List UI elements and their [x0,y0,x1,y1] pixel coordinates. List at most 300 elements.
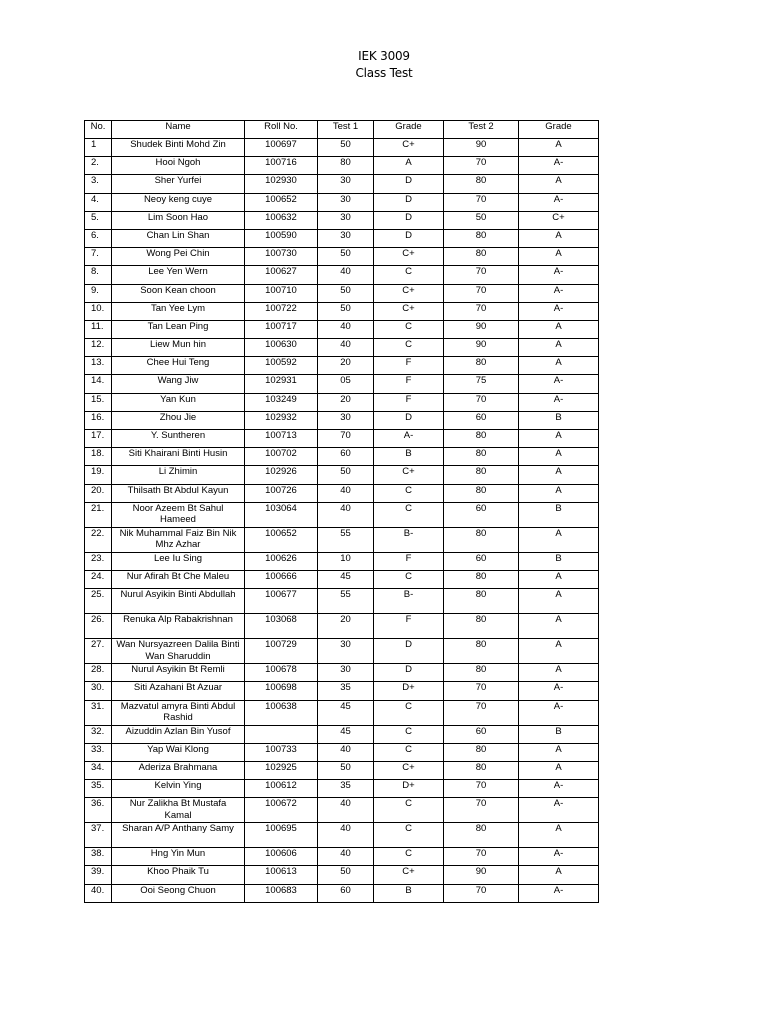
test-1-score: 60 [318,884,374,902]
row-number: 36. [85,798,112,823]
test-1-grade: C [374,700,444,725]
table-row [85,552,599,570]
student-name: Ooi Seong Chuon [112,884,245,902]
test-2-grade: A [519,229,599,247]
table-row [85,639,599,664]
test-1-grade: C+ [374,284,444,302]
test-1-grade: C+ [374,302,444,320]
test-1-score: 30 [318,664,374,682]
row-number: 32. [85,725,112,743]
table-row [85,664,599,682]
roll-number: 103249 [245,393,318,411]
table-row [85,448,599,466]
student-name: Y. Suntheren [112,430,245,448]
roll-number: 100678 [245,664,318,682]
roll-number: 100713 [245,430,318,448]
test-1-score: 30 [318,411,374,429]
test-1-grade: C+ [374,866,444,884]
test-2-grade: A [519,823,599,848]
student-name: Mazvatul amyra Binti Abdul Rashid [112,700,245,725]
row-number: 5. [85,211,112,229]
test-1-grade: F [374,552,444,570]
test-2-score: 60 [444,552,519,570]
roll-number: 100652 [245,527,318,552]
student-name: Zhou Jie [112,411,245,429]
row-number: 11. [85,320,112,338]
test-2-score: 80 [444,527,519,552]
test-2-score: 60 [444,411,519,429]
test-1-grade: D [374,411,444,429]
table-row [85,211,599,229]
test-2-grade: A [519,339,599,357]
roll-number: 103064 [245,502,318,527]
test-1-grade: D [374,193,444,211]
test-1-grade: B- [374,589,444,614]
roll-number: 102931 [245,375,318,393]
test-2-score: 90 [444,866,519,884]
column-header-roll-no: Roll No. [245,121,318,139]
table-row [85,411,599,429]
row-number: 2. [85,157,112,175]
test-1-score: 45 [318,700,374,725]
test-2-score: 70 [444,157,519,175]
table-row [85,302,599,320]
test-1-score: 30 [318,211,374,229]
test-1-score: 50 [318,866,374,884]
test-2-score: 70 [444,284,519,302]
header-row [85,121,599,139]
student-name: Wong Pei Chin [112,248,245,266]
table-row [85,725,599,743]
test-2-grade: A [519,664,599,682]
test-1-score: 55 [318,589,374,614]
test-1-grade: C+ [374,761,444,779]
row-number: 1 [85,139,112,157]
test-1-score: 45 [318,725,374,743]
test-1-grade: C+ [374,466,444,484]
test-2-grade: A- [519,780,599,798]
test-2-grade: A [519,866,599,884]
test-2-score: 80 [444,664,519,682]
roll-number: 100722 [245,302,318,320]
table-row [85,139,599,157]
student-name: Liew Mun hin [112,339,245,357]
row-number: 23. [85,552,112,570]
test-2-score: 75 [444,375,519,393]
test-1-grade: C [374,320,444,338]
test-1-score: 70 [318,430,374,448]
row-number: 3. [85,175,112,193]
test-1-score: 20 [318,393,374,411]
test-2-score: 80 [444,430,519,448]
test-2-score: 90 [444,320,519,338]
test-2-grade: A- [519,393,599,411]
test-1-score: 50 [318,139,374,157]
row-number: 20. [85,484,112,502]
table-row [85,823,599,848]
test-1-grade: C [374,570,444,588]
test-2-score: 50 [444,211,519,229]
test-2-grade: A [519,743,599,761]
test-2-grade: B [519,725,599,743]
test-1-grade: B [374,884,444,902]
test-1-score: 40 [318,823,374,848]
row-number: 7. [85,248,112,266]
test-1-grade: C [374,484,444,502]
row-number: 33. [85,743,112,761]
roll-number: 100730 [245,248,318,266]
row-number: 24. [85,570,112,588]
test-1-grade: D+ [374,780,444,798]
test-2-grade: A- [519,682,599,700]
test-2-score: 80 [444,248,519,266]
student-name: Noor Azeem Bt Sahul Hameed [112,502,245,527]
test-2-grade: A- [519,266,599,284]
table-row [85,682,599,700]
test-2-grade: A- [519,375,599,393]
test-2-score: 70 [444,848,519,866]
test-2-score: 70 [444,266,519,284]
table-row [85,320,599,338]
table-row [85,527,599,552]
test-2-grade: A [519,570,599,588]
roll-number: 102930 [245,175,318,193]
student-name: Thilsath Bt Abdul Kayun [112,484,245,502]
row-number: 35. [85,780,112,798]
student-name: Nik Muhammal Faiz Bin Nik Mhz Azhar [112,527,245,552]
table-row [85,743,599,761]
test-1-grade: C [374,339,444,357]
row-number: 10. [85,302,112,320]
test-2-grade: B [519,502,599,527]
test-1-score: 50 [318,466,374,484]
test-2-grade: A [519,614,599,639]
student-name: Lee Iu Sing [112,552,245,570]
student-name: Aderiza Brahmana [112,761,245,779]
roll-number: 100733 [245,743,318,761]
table-row [85,700,599,725]
roll-number: 100717 [245,320,318,338]
roll-number: 100697 [245,139,318,157]
test-2-grade: B [519,411,599,429]
row-number: 17. [85,430,112,448]
test-1-score: 40 [318,339,374,357]
test-1-score: 60 [318,448,374,466]
table-row [85,284,599,302]
document-subtitle: Class Test [355,66,413,80]
roll-number: 100710 [245,284,318,302]
test-2-grade: A [519,357,599,375]
table-row [85,570,599,588]
test-1-grade: C [374,266,444,284]
row-number: 8. [85,266,112,284]
row-number: 38. [85,848,112,866]
test-1-score: 55 [318,527,374,552]
roll-number: 102925 [245,761,318,779]
test-2-grade: A- [519,302,599,320]
column-header-name: Name [112,121,245,139]
row-number: 31. [85,700,112,725]
student-name: Kelvin Ying [112,780,245,798]
row-number: 15. [85,393,112,411]
test-1-score: 50 [318,284,374,302]
test-1-score: 10 [318,552,374,570]
test-1-score: 30 [318,193,374,211]
row-number: 19. [85,466,112,484]
row-number: 16. [85,411,112,429]
test-1-score: 40 [318,743,374,761]
test-1-score: 30 [318,229,374,247]
test-1-score: 05 [318,375,374,393]
row-number: 6. [85,229,112,247]
test-2-score: 80 [444,229,519,247]
table-row [85,484,599,502]
student-name: Aizuddin Azlan Bin Yusof [112,725,245,743]
table-row [85,884,599,902]
test-2-grade: A [519,589,599,614]
test-1-score: 40 [318,502,374,527]
test-1-grade: A- [374,430,444,448]
test-1-grade: F [374,357,444,375]
row-number: 22. [85,527,112,552]
student-name: Neoy keng cuye [112,193,245,211]
student-name: Siti Khairani Binti Husin [112,448,245,466]
row-number: 39. [85,866,112,884]
student-name: Sher Yurfei [112,175,245,193]
table-row [85,866,599,884]
row-number: 14. [85,375,112,393]
test-2-grade: A- [519,848,599,866]
table-row [85,430,599,448]
row-number: 30. [85,682,112,700]
roll-number: 100590 [245,229,318,247]
roll-number: 100627 [245,266,318,284]
table-row [85,466,599,484]
test-2-score: 80 [444,823,519,848]
roll-number: 100683 [245,884,318,902]
test-2-grade: A [519,320,599,338]
roll-number: 100652 [245,193,318,211]
student-name: Yap Wai Klong [112,743,245,761]
student-name: Chan Lin Shan [112,229,245,247]
student-name: Siti Azahani Bt Azuar [112,682,245,700]
student-name: Yan Kun [112,393,245,411]
test-1-score: 40 [318,798,374,823]
table-row [85,357,599,375]
roll-number: 100716 [245,157,318,175]
test-1-score: 30 [318,175,374,193]
student-name: Renuka Alp Rabakrishnan [112,614,245,639]
test-2-score: 80 [444,357,519,375]
test-2-score: 70 [444,193,519,211]
column-header-grade-1: Grade [374,121,444,139]
grades-table-body [85,139,599,903]
test-2-grade: B [519,552,599,570]
student-name: Sharan A/P Anthany Samy [112,823,245,848]
row-number: 18. [85,448,112,466]
test-1-grade: C+ [374,139,444,157]
test-1-score: 50 [318,248,374,266]
table-row [85,193,599,211]
test-1-grade: D [374,639,444,664]
table-row [85,848,599,866]
row-number: 34. [85,761,112,779]
test-2-score: 80 [444,639,519,664]
roll-number: 100612 [245,780,318,798]
roll-number: 100698 [245,682,318,700]
test-1-grade: D+ [374,682,444,700]
roll-number: 100606 [245,848,318,866]
student-name: Wan Nursyazreen Dalila Binti Wan Sharuddin [112,639,245,664]
test-2-grade: A- [519,284,599,302]
test-1-grade: C [374,743,444,761]
student-name: Chee Hui Teng [112,357,245,375]
student-name: Wang Jiw [112,375,245,393]
column-header-test-2: Test 2 [444,121,519,139]
test-1-grade: A [374,157,444,175]
table-row [85,393,599,411]
roll-number: 100677 [245,589,318,614]
test-2-grade: A [519,484,599,502]
student-name: Nur Zalikha Bt Mustafa Kamal [112,798,245,823]
row-number: 9. [85,284,112,302]
test-2-grade: A [519,139,599,157]
test-1-score: 40 [318,484,374,502]
test-1-grade: D [374,175,444,193]
roll-number: 100695 [245,823,318,848]
student-name: Khoo Phaik Tu [112,866,245,884]
test-1-score: 30 [318,639,374,664]
roll-number: 100666 [245,570,318,588]
test-2-score: 90 [444,339,519,357]
test-1-grade: F [374,393,444,411]
test-1-grade: C [374,502,444,527]
test-1-grade: C [374,725,444,743]
test-1-score: 35 [318,682,374,700]
test-2-score: 80 [444,743,519,761]
roll-number: 100592 [245,357,318,375]
table-row [85,614,599,639]
table-row [85,375,599,393]
roll-number [245,725,318,743]
test-1-grade: F [374,614,444,639]
test-2-score: 70 [444,884,519,902]
table-row [85,175,599,193]
roll-number: 100729 [245,639,318,664]
row-number: 13. [85,357,112,375]
test-1-grade: C [374,798,444,823]
test-2-score: 70 [444,798,519,823]
student-name: Hng Yin Mun [112,848,245,866]
row-number: 27. [85,639,112,664]
roll-number: 102926 [245,466,318,484]
row-number: 40. [85,884,112,902]
column-header-test-1: Test 1 [318,121,374,139]
grades-table [84,120,599,903]
test-2-score: 60 [444,502,519,527]
test-2-score: 80 [444,175,519,193]
test-2-grade: A [519,639,599,664]
test-2-score: 80 [444,570,519,588]
test-2-score: 80 [444,448,519,466]
test-1-score: 40 [318,320,374,338]
column-header-grade-2: Grade [519,121,599,139]
test-2-score: 80 [444,466,519,484]
test-2-score: 80 [444,614,519,639]
row-number: 21. [85,502,112,527]
test-2-score: 70 [444,682,519,700]
table-row [85,798,599,823]
test-1-grade: B- [374,527,444,552]
test-1-score: 20 [318,357,374,375]
row-number: 12. [85,339,112,357]
table-row [85,266,599,284]
test-2-grade: A- [519,700,599,725]
table-row [85,157,599,175]
roll-number: 100726 [245,484,318,502]
test-1-score: 40 [318,266,374,284]
test-1-grade: C+ [374,248,444,266]
roll-number: 100632 [245,211,318,229]
table-row [85,761,599,779]
student-name: Nurul Asyikin Bt Remli [112,664,245,682]
test-2-score: 60 [444,725,519,743]
test-1-grade: D [374,229,444,247]
test-2-score: 80 [444,484,519,502]
roll-number: 100630 [245,339,318,357]
test-2-score: 80 [444,761,519,779]
test-1-score: 40 [318,848,374,866]
table-row [85,780,599,798]
table-row [85,589,599,614]
roll-number: 100613 [245,866,318,884]
test-1-grade: D [374,664,444,682]
student-name: Tan Yee Lym [112,302,245,320]
roll-number: 102932 [245,411,318,429]
student-name: Nur Afirah Bt Che Maleu [112,570,245,588]
table-row [85,248,599,266]
student-name: Tan Lean Ping [112,320,245,338]
test-1-grade: D [374,211,444,229]
test-2-grade: A [519,448,599,466]
test-2-score: 70 [444,780,519,798]
student-name: Hooi Ngoh [112,157,245,175]
student-name: Li Zhimin [112,466,245,484]
roll-number: 100672 [245,798,318,823]
test-1-grade: C [374,848,444,866]
student-name: Lee Yen Wern [112,266,245,284]
course-code: IEK 3009 [358,49,410,63]
test-1-score: 50 [318,302,374,320]
roll-number: 100626 [245,552,318,570]
column-header-no: No. [85,121,112,139]
student-name: Lim Soon Hao [112,211,245,229]
test-2-grade: A- [519,157,599,175]
row-number: 28. [85,664,112,682]
test-1-score: 35 [318,780,374,798]
test-2-grade: A [519,761,599,779]
student-name: Nurul Asyikin Binti Abdullah [112,589,245,614]
table-row [85,339,599,357]
test-1-score: 50 [318,761,374,779]
test-1-score: 20 [318,614,374,639]
row-number: 25. [85,589,112,614]
table-row [85,502,599,527]
document-header [0,48,768,82]
table-row [85,229,599,247]
roll-number: 100702 [245,448,318,466]
test-2-score: 70 [444,393,519,411]
